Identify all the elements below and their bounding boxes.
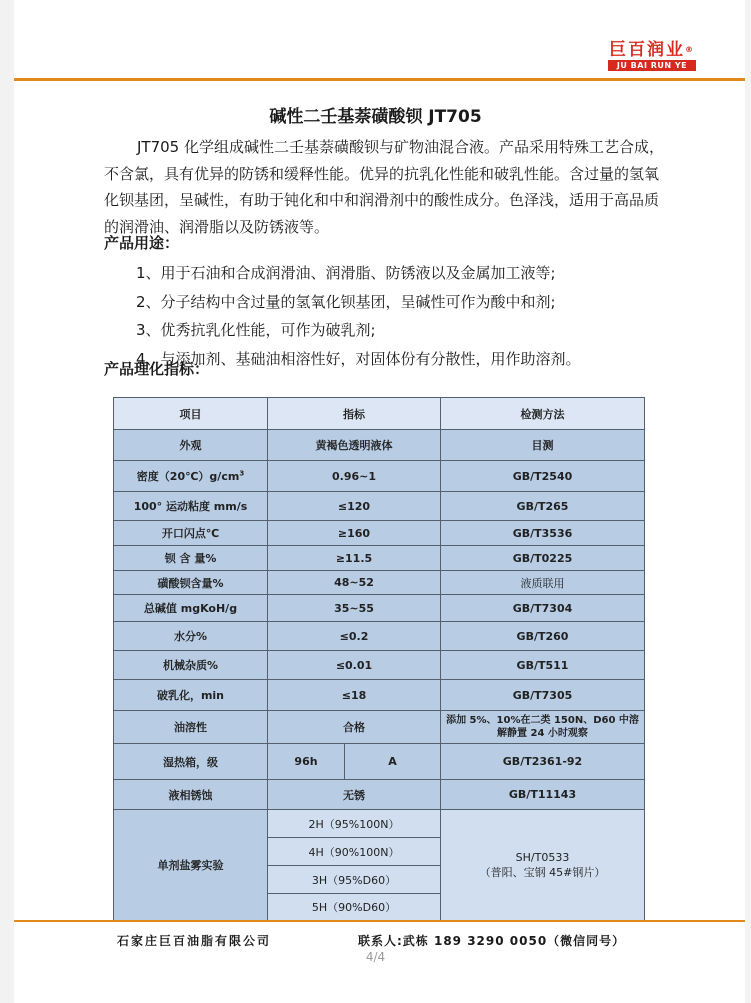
table-row [114,810,645,838]
table-row [114,595,645,622]
footer-divider [14,920,745,922]
row-value: 合格 [268,711,441,744]
row-item: 总碱值 mgKoH/g [114,595,268,622]
table-row [114,744,645,780]
row-method: GB/T7304 [441,595,645,622]
row-item: 机械杂质% [114,651,268,680]
row-value: ≤120 [268,492,441,521]
row-hours: 96h [268,744,345,780]
row-method: GB/T260 [441,622,645,651]
header-divider [14,78,745,81]
table-row [114,546,645,571]
header-item: 项目 [114,398,268,430]
table-row [114,651,645,680]
row-value: ≤18 [268,680,441,711]
specs-table [113,397,645,921]
row-method: 目测 [441,430,645,461]
table-row [114,571,645,595]
table-row [114,622,645,651]
list-item: 3、优秀抗乳化性能，可作为破乳剂; [136,321,376,339]
page-edge-left [0,0,14,1003]
brand-name-text: 巨百润业 [609,40,685,60]
row-method: GB/T2361-92 [441,744,645,780]
row-item: 湿热箱，级 [114,744,268,780]
row-value: 48~52 [268,571,441,595]
salt-spray-value: 2H（95%100N） [268,810,441,838]
registered-mark: ® [685,45,695,54]
row-item: 磺酸钡含量% [114,571,268,595]
row-item: 开口闪点℃ [114,521,268,546]
list-item: 2、分子结构中含过量的氢氧化钡基团，呈碱性可作为酸中和剂; [136,292,556,311]
row-method: 液质联用 [441,571,645,595]
row-value: ≥11.5 [268,546,441,571]
row-grade: A [345,744,441,780]
salt-spray-value: 4H（90%100N） [268,838,441,866]
table-row [114,430,645,461]
row-method: GB/T3536 [441,521,645,546]
row-method: GB/T0225 [441,546,645,571]
list-item: 1、用于石油和合成润滑油、润滑脂、防锈液以及金属加工液等; [136,264,556,282]
row-item: 钡 含 量% [114,546,268,571]
row-item: 破乳化，min [114,680,268,711]
table-row [114,521,645,546]
page-number: 4/4 [365,950,386,964]
row-value: 35~55 [268,595,441,622]
salt-spray-value: 3H（95%D60） [268,866,441,894]
document-title: 碱性二壬基萘磺酸钡 JT705 [269,107,482,127]
table-row [114,780,645,810]
row-value: ≥160 [268,521,441,546]
brand-name-cn [608,40,696,60]
unit-superscript: 3 [239,469,245,478]
footer-company: 石家庄巨百油脂有限公司 [117,934,272,948]
row-item: 100° 运动粘度 mm/s [114,492,268,521]
row-value: ≤0.2 [268,622,441,651]
row-method: GB/T265 [441,492,645,521]
row-method [441,810,645,921]
footer-contact: 联系人:武栋 189 3290 0050（微信同号） [358,934,626,948]
row-method: GB/T511 [441,651,645,680]
table-row [114,461,645,492]
header-value: 指标 [268,398,441,430]
salt-spray-value: 5H（90%D60） [268,894,441,921]
table-row [114,680,645,711]
row-item-text: 密度（20℃）g/cm [136,470,240,483]
row-value: 黄褐色透明液体 [268,430,441,461]
row-item: 单剂盐雾实验 [114,810,268,921]
row-value: 0.96~1 [268,461,441,492]
row-item: 水分% [114,622,268,651]
brand-name-en: JU BAI RUN YE [608,60,696,71]
table-header-row [114,398,645,430]
intro-paragraph: JT705 化学组成碱性二壬基萘磺酸钡与矿物油混合液。产品采用特殊工艺合成，不含氯，具有优异的防锈和缓释性能。优异的抗乳化性能和破乳性能。含过量的氢氧化钡基团，呈碱性，有助于钝化和中和润滑剂中的酸性成分。色泽浅，适用于高品质的润滑油、润滑脂以及防锈液等。 [104,138,664,236]
brand-logo [608,40,696,71]
uses-heading: 产品用途： [104,234,180,252]
row-item: 油溶性 [114,711,268,744]
row-method: GB/T11143 [441,780,645,810]
row-method: GB/T2540 [441,461,645,492]
uses-list [136,259,676,373]
list-item: 4、与添加剂、基础油相溶性好，对固体份有分散性，用作助溶剂。 [136,349,581,368]
row-item: 外观 [114,430,268,461]
salt-spray-method: SH/T0533 [515,850,570,864]
row-method: GB/T7305 [441,680,645,711]
table-row [114,492,645,521]
header-method: 检测方法 [441,398,645,430]
table-row [114,711,645,744]
row-item: 液相锈蚀 [114,780,268,810]
specs-heading: 产品理化指标： [104,360,210,378]
row-method: 添加 5%、10%在二类 150N、D60 中溶解静置 24 小时观察 [441,711,645,744]
row-value: ≤0.01 [268,651,441,680]
page-edge-right [745,0,751,1003]
row-value: 无锈 [268,780,441,810]
salt-spray-method-note: （普阳、宝钢 45#钢片） [479,865,606,879]
row-item [114,461,268,492]
